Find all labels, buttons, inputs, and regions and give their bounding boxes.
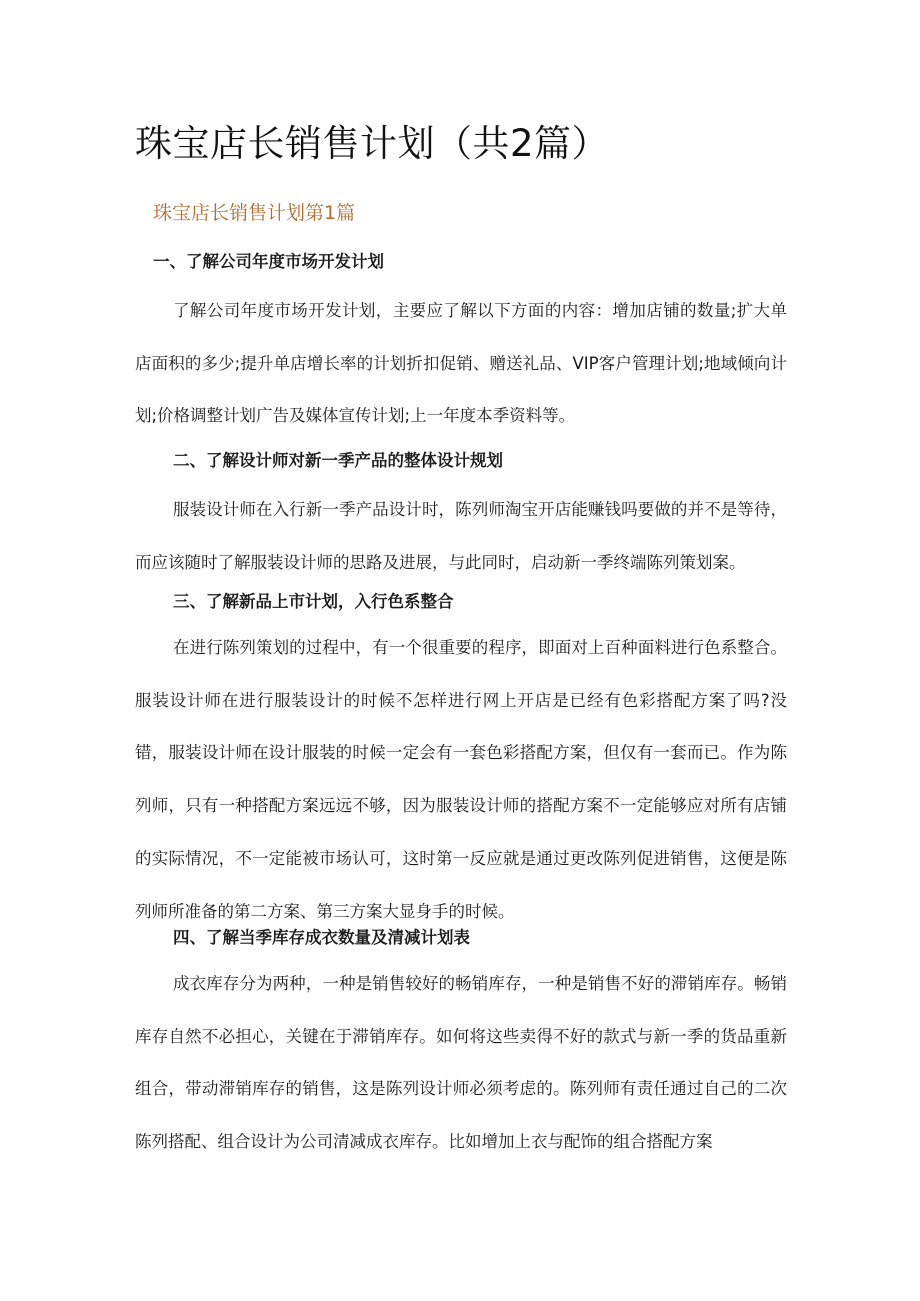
section-heading-3: 三、了解新品上市计划，入行色系整合	[173, 592, 454, 611]
section-paragraph-3: 在进行陈列策划的过程中，有一个很重要的程序，即面对上百种面料进行色系整合。服装设计师在进行服装设计的时候不怎样进行网上开店是已经有色彩搭配方案了吗?没错，服装设计师在设计服装的时候一定会有一套色彩搭配方案，但仅有一套而已。作为陈列师，只有一种搭配方案远远不够，因为服装设计师的搭配方案不一定能够应对所有店铺的实际情况，不一定能被市场认可，这时第一反应就是通过更改陈列促进销售，这便是陈列师所准备的第二方案、第三方案大显身手的时候。	[135, 638, 787, 921]
document-title: 珠宝店长销售计划（共2篇）	[135, 122, 610, 165]
section-heading-4: 四、了解当季库存成衣数量及清减计划表	[173, 928, 470, 947]
section-paragraph-1: 了解公司年度市场开发计划，主要应了解以下方面的内容：增加店铺的数量;扩大单店面积的多少;提升单店增长率的计划折扣促销、赠送礼品、VIP客户管理计划;地域倾向计划;价格调整计划广告及媒体宣传计划;上一年度本季资料等。	[135, 301, 787, 426]
section-paragraph-4: 成衣库存分为两种，一种是销售较好的畅销库存，一种是销售不好的滞销库存。畅销库存自然不必担心，关键在于滞销库存。如何将这些卖得不好的款式与新一季的货品重新组合，带动滞销库存的销售，这是陈列设计师必须考虑的。陈列师有责任通过自己的二次陈列搭配、组合设计为公司清减成衣库存。比如增加上衣与配饰的组合搭配方案	[135, 974, 787, 1152]
section-paragraph-2: 服装设计师在入行新一季产品设计时，陈列师淘宝开店能赚钱吗要做的并不是等待，而应该随时了解服装设计师的思路及进展，与此同时，启动新一季终端陈列策划案。	[135, 500, 787, 572]
section-heading-2: 二、了解设计师对新一季产品的整体设计规划	[173, 451, 503, 470]
document-subtitle: 珠宝店长销售计划第1篇	[153, 202, 356, 224]
section-heading-1: 一、了解公司年度市场开发计划	[153, 252, 384, 271]
